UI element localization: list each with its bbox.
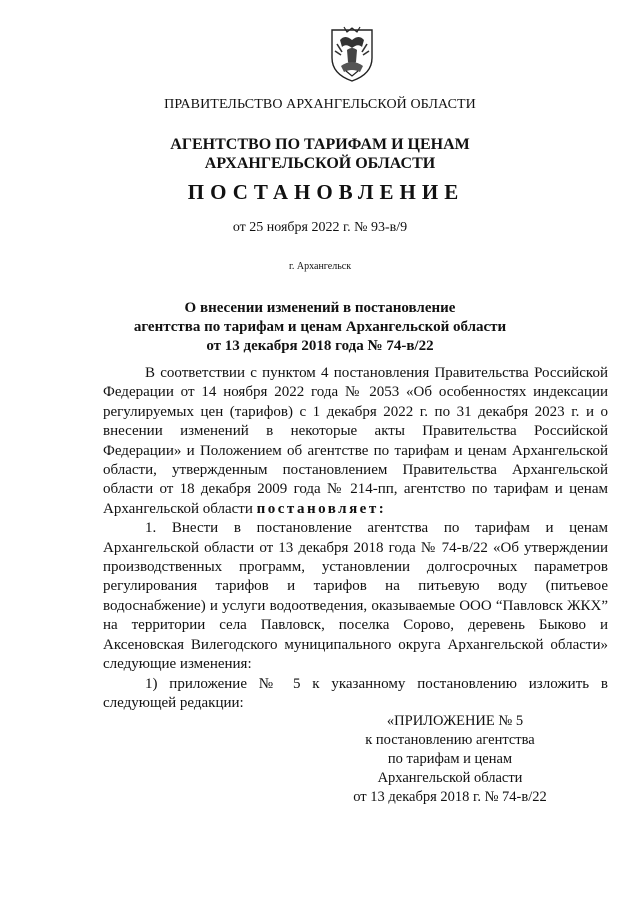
document-type-heading: ПОСТАНОВЛЕНИЕ bbox=[187, 180, 465, 204]
document-city: г. Архангельск bbox=[288, 261, 352, 272]
agency-title bbox=[0, 135, 640, 173]
annex-line-3: по тарифам и ценам bbox=[387, 751, 513, 767]
annex-header bbox=[330, 712, 570, 807]
agency-title-line-1: АГЕНТСТВО ПО ТАРИФАМ И ЦЕНАМ bbox=[170, 136, 470, 153]
agency-title-line-2: АРХАНГЕЛЬСКОЙ ОБЛАСТИ bbox=[204, 155, 436, 172]
document-date-number: от 25 ноября 2022 г. № 93-в/9 bbox=[232, 220, 408, 235]
document-body bbox=[103, 364, 608, 713]
annex-line-4: Архангельской области bbox=[377, 770, 523, 786]
preamble-text: В соответствии с пунктом 4 постановления Правительства Российской Федерации от 14 ноября 2022 года № 2053 «Об особенностях индексации регулируемых цен (тарифов) с 1 декабря 2022 г. по 31 декабря 2023 г. и о внесении изменений в некоторые акты Правительства Российской Федерации» и Положением об агентстве по тарифам и ценам Архангельской области, утвержденным постановлением Правительства Архангельской области от 18 декабря 2009 года № 214-пп, агентство по тарифам и ценам Архангельской области bbox=[103, 365, 608, 517]
subclause-1-paragraph: 1) приложение № 5 к указанному постановлению изложить в следующей редакции: bbox=[103, 675, 608, 711]
preamble-paragraph bbox=[103, 364, 608, 519]
subject-line-1: О внесении изменений в постановление bbox=[184, 300, 456, 316]
coat-of-arms-icon bbox=[327, 24, 377, 84]
annex-line-2: к постановлению агентства bbox=[365, 732, 535, 748]
annex-line-1: «ПРИЛОЖЕНИЕ № 5 bbox=[386, 713, 524, 729]
clause-1-paragraph: 1. Внести в постановление агентства по тарифам и ценам Архангельской области от 13 декабря 2018 года № 74-в/22 «Об утверждении производственных программ, установлении долгосрочных параметров регулирования тарифов и тарифов на питьевую воду (питьевое водоснабжение) и услуги водоотведения, оказываемые ООО “Павловск ЖКХ” на территории села Павловск, поселка Сорово, деревень Быково и Аксеновская Вилегодского муниципального округа Архангельской области» следующие изменения: bbox=[103, 520, 608, 673]
decree-word: постановляет: bbox=[256, 500, 387, 517]
subject-line-3: от 13 декабря 2018 года № 74-в/22 bbox=[206, 338, 434, 354]
document-subject bbox=[0, 299, 640, 356]
annex-line-5: от 13 декабря 2018 г. № 74-в/22 bbox=[353, 789, 547, 805]
government-title: ПРАВИТЕЛЬСТВО АРХАНГЕЛЬСКОЙ ОБЛАСТИ bbox=[164, 97, 476, 112]
subject-line-2: агентства по тарифам и ценам Архангельской области bbox=[133, 319, 507, 335]
